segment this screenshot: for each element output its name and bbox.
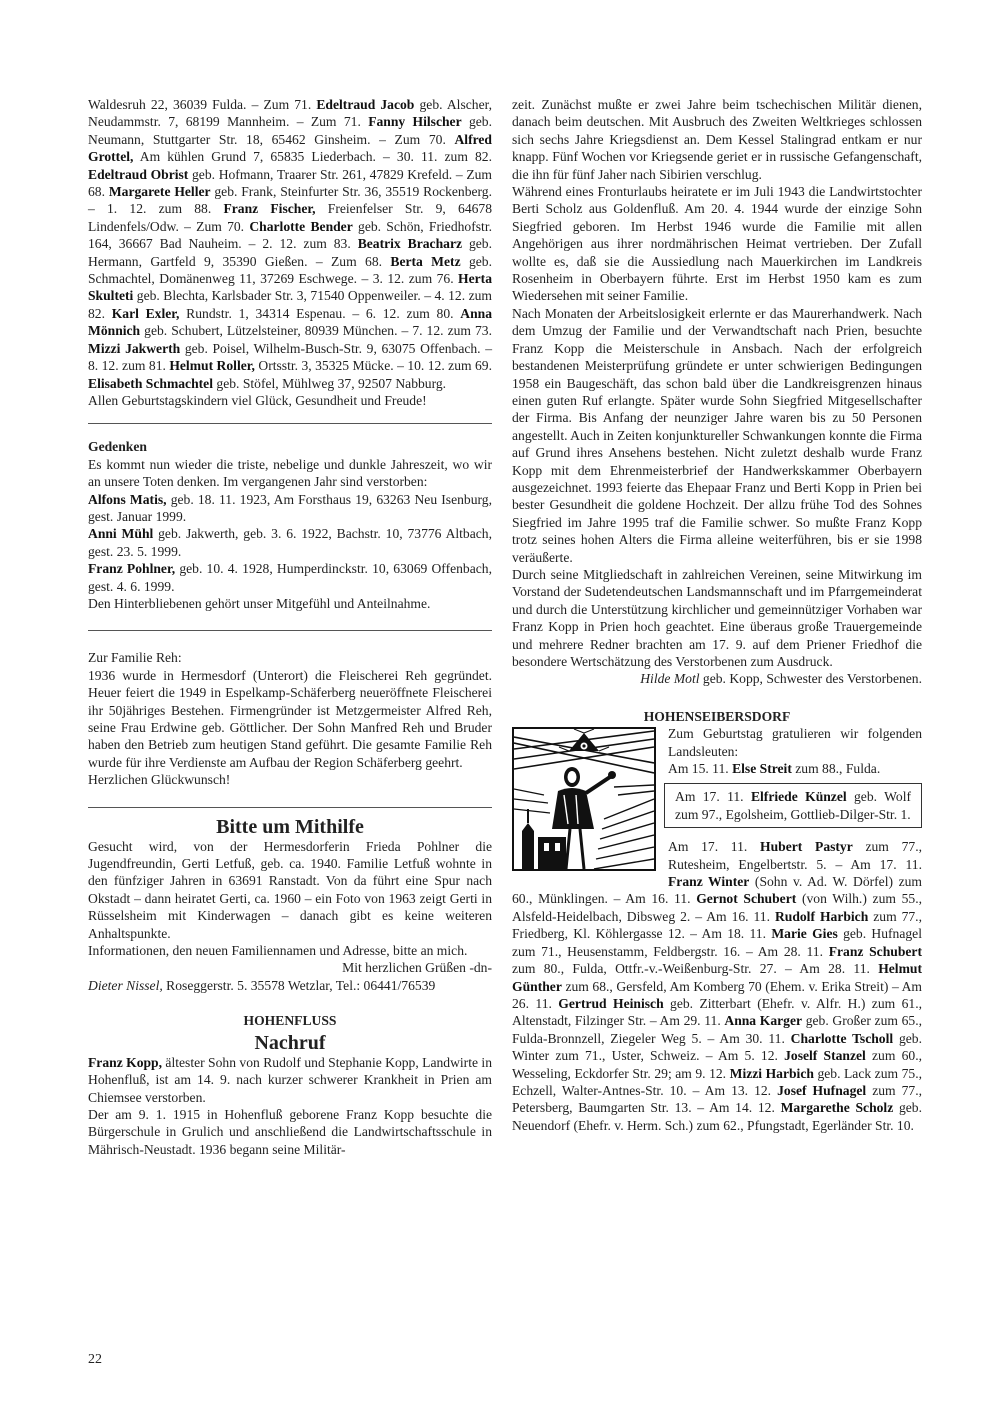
entry-text: geb. Schön, Friedhofstr. 164, 36667 Bad Nauheim. – 2. 12. zum 83. (88, 218, 492, 252)
person-name: Charlotte Tscholl (790, 1030, 894, 1046)
person-name: Mizzi Harbich (729, 1065, 814, 1081)
entry-text: zum 68., Gersfeld, Am Komberg 70 (Ehem. v. Erika Streit) – Am 26. 11. (512, 978, 922, 1011)
reh-text: 1936 wurde in Hermesdorf (Unterort) die Fleischerei Reh gegründet. Heuer feiert die 1949 in Espelkamp-Schäferberg neueröffnete Fleischerei ihr 50jähriges Bestehen. Firmengründer ist Metzgermeister Alfred Reh, seine Frau Erdwine geb. Göttlicher. Der Sohn Manfred Reh und Bruder haben den Betrieb zum heutigen Stand geführt. Die gesamte Familie Reh wurde für ihre Verdienste am Aufbau der Region Schäferberg geehrt. (88, 667, 492, 770)
entry-text: geb. Schubert, Lützelsteiner, 80939 München. – 7. 12. zum 73. (140, 323, 492, 339)
highlighted-birthday (675, 788, 911, 823)
entry-text: geb. Frank, Steinfurter Str. 36, 35519 Rockenberg. – 1. 12. zum 88. (88, 184, 493, 217)
signature-name: Hilde Motl (640, 671, 700, 687)
nachruf-signature (512, 670, 922, 687)
entry-text: geb. Lack zum 75., Echzell, Walter-Antnes-Str. 10. – Am 13. 12. (512, 1065, 922, 1098)
nachruf-cont-1: zeit. Zunächst mußte er zwei Jahre beim tschechischen Militär dienen, danach beim deutschen. Mit Ausbruch des Zweiten Weltkrieges schlossen sich sechs Jahre Kriegsdienst an. Dem Kessel Stalingrad entkam er nur knapp. Fünf Wochen vor Kriegsende geriet er in russische Gefangenschaft, die ihn für fünf Jaher nach Sibirien verschlug. (512, 97, 922, 182)
nachruf-paragraph-1 (88, 1054, 492, 1106)
hohenfluss-heading: HOHENFLUSS (243, 1013, 337, 1029)
person-name: Fanny Hilscher (368, 114, 462, 130)
woodcut-figure-image (514, 729, 654, 869)
entry-text: geb. Hermann, Gartfeld 9, 35390 Gießen. – Zum 68. (88, 236, 492, 269)
entry-text: geb. Neumann, Stuttgarter Str. 18, 65462 Ginsheim. – Zum 70. (88, 114, 492, 147)
entry-text: geb. Winter zum 71., Uster, Schweiz. – Am 5. 12. (512, 1030, 922, 1064)
deceased-details: geb. 18. 11. 1923, Am Forsthaus 19, 63263 Neu Isenburg, gest. Januar 1999. (88, 491, 492, 524)
person-name: Margarethe Scholz (780, 1100, 894, 1116)
person-name: Hubert Pastyr (760, 839, 853, 855)
hohenseibersdorf-intro: Zum Geburtstag gratulieren wir folgenden Landsleuten: (668, 726, 922, 759)
entry-text: Am kühlen Grund 7, 65835 Liederbach. – 30. 11. zum 82. (133, 149, 492, 165)
left-column (88, 96, 492, 1158)
reh-title: Zur Familie Reh: (88, 650, 182, 666)
person-name: Rudolf Harbich (774, 908, 869, 924)
entry-text: Rundstr. 1, 34314 Espenau. – 6. 12. zum 80. (179, 305, 461, 321)
mithilfe-signer (88, 977, 492, 994)
birthday-closing: Allen Geburtstagskindern viel Glück, Gesundheit und Freude! (88, 392, 427, 408)
birthday-date: Am 15. 11. (668, 761, 733, 777)
person-name: Elisabeth Schmachtel (88, 375, 213, 391)
birthday-details: zum 88., Fulda. (791, 761, 881, 777)
mithilfe-request: Informationen, den neuen Familiennamen und Adresse, bitte an mich. (88, 943, 468, 959)
person-name: Mizzi Jakwerth (88, 340, 181, 356)
gedenken-entry (88, 560, 492, 595)
birthday-list-continued (88, 96, 492, 392)
separator (88, 423, 492, 424)
gedenken-title: Gedenken (88, 439, 147, 455)
person-name: Helmut Günther (512, 961, 922, 994)
birthday-name: Elfriede Künzel (750, 789, 847, 805)
entry-text: geb. Schmachtel, Domänenweg 11, 37269 Eschwege. – 3. 12. zum 76. (88, 253, 492, 287)
person-name: Alfred Grottel, (88, 131, 492, 165)
nachruf-cont-3: Nach Monaten der Arbeitslosigkeit erlernte er das Maurerhandwerk. Nach dem Umzug der Familie und der Verwandtschaft nach Prien, besuchte Franz Kopp die Meisterschule in Ansbach. Nach der erfolgreich bestandenen Meisterprüfung gründete er unter schwierigen Bedingungen 1958 ein Baugeschäft, das schon bald über die Landkreisgrenzen hinaus einen guten Ruf erlangte. Später wurde Sohn Siegfried Mitgesellschafter der Firma. Bis Anfang der neunziger Jahre waren bis zu 50 Personen angestellt. Auch in Zeiten konjunktureller Schwankungen konnte die Firma auf Grund ihres Ansehens bestehen. Nicht zuletzt deshalb wurde Franz Kopp mit dem Ehrenmeisterbrief der Handwerkskammer Oberbayern ausgezeichnet. 1993 feierte das Ehepaar Franz und Berti Kopp in Prien bei bester Gesundheit die goldene Hochzeit. Der allzu frühe Tod des Sohnes Siegfried im Jahre 1995 traf die Familie schwer. So mußte Franz Kopp trotz seines hohen Alters die Firma alleine weiterführen, bis er sie 1998 veräußerte. (512, 305, 922, 565)
person-name: Joself Stanzel (784, 1048, 866, 1064)
entry-text: geb. Neuendorf (Ehefr. v. Herm. Sch.) zum 62., Pfungstadt, Egerländer Str. 10. (512, 1100, 922, 1133)
birthday-details: geb. Wolf zum 97., Egolsheim, Gottlieb-Dilger-Str. 1. (675, 789, 911, 822)
birthday-date: Am 17. 11. (675, 789, 751, 805)
entry-text: Am 17. 11. (668, 839, 761, 855)
mithilfe-greeting: Mit herzlichen Grüßen -dn- (342, 960, 492, 976)
deceased-name: Anni Mühl (88, 526, 154, 542)
entry-text: zum 77., Petersberg, Baumgarten Str. 13. – Am 14. 12. (512, 1082, 923, 1116)
nachruf-cont-2: Während eines Fronturlaubs heiratete er im Juli 1943 die Landwirtstochter Berti Scholz aus Goldenfluß. Am 20. 4. 1944 wurde der einzige Sohn Siegfried geboren. Im Herbst 1946 wurde die Familie mit allen Angehörigen aus ihrer nordmährischen Heimat vertrieben. Der Zufall wollte es, daß sie die Aussiedlung nach Mauerkirchen im Landkreis Rosenheim in Oberbayern führte. Erst im Herbst 1950 kam es zum Wiedersehen mit seiner Familie. (512, 184, 922, 304)
entry-text: Freienfelser Str. 9, 64678 Lindenfels/Odw. – Zum 70. (88, 201, 493, 234)
hohenseibersdorf-birthday-list (512, 838, 922, 1134)
deceased-details: geb. 10. 4. 1928, Humperdinckstr. 10, 63069 Offenbach, gest. 4. 6. 1999. (88, 561, 492, 594)
entry-text: (von Wilh.) zum 55., Alsfeld-Heidelbach, Dibsweg 2. – Am 16. 11. (512, 891, 922, 924)
entry-text: geb. Poisel, Wilhelm-Busch-Str. 9, 63075 Offenbach. – 8. 12. zum 81. (88, 340, 492, 374)
woodcut-illustration (512, 727, 656, 871)
person-name: Josef Hufnagel (777, 1082, 867, 1098)
mithilfe-text: Gesucht wird, von der Hermesdorferin Frieda Pohlner die Jugendfreundin, Gerti Letfuß, geb. ca. 1940. Familie Letfuß wohnte in den fünfziger Jahren in 63691 Ranstadt. Von da führt eine Spur nach Okstadt – dann heiratet Gerti, ca. 1960 – ein Foto von 1963 zeigt Gerti in Rüsselsheim mit Kinderwagen – danach gibt es keine weiteren Anhaltspunkte. (88, 838, 492, 941)
signature-role: geb. Kopp, Schwester des Verstorbenen. (699, 671, 922, 687)
person-name: Franz Winter (668, 874, 750, 890)
gedenken-intro: Es kommt nun wieder die triste, nebelige und dunkle Jahreszeit, wo wir an unsere Toten denken. Im vergangenen Jahr sind verstorben: (88, 456, 492, 490)
gedenken-entry (88, 491, 492, 526)
signer-address: Roseggerstr. 5. 35578 Wetzlar, Tel.: 06441/76539 (162, 977, 436, 993)
nachruf-paragraph-2: Der am 9. 1. 1915 in Hohenfluß geborene Franz Kopp besuchte die Bürgerschule in Grulich und anschließend die Landwirtschaftsschule in Mährisch-Neustadt. 1936 begann seine Militär- (88, 1106, 492, 1157)
person-name: Margarete Heller (108, 184, 211, 200)
page-number: 22 (88, 1352, 102, 1367)
entry-text: zum 80., Fulda, Ottfr.-v.-Weißenburg-Str. 27. – Am 28. 11. (512, 961, 879, 977)
entry-text: geb. Alscher, Neudammstr. 7, 68199 Mannheim. – Zum 71. (88, 97, 492, 130)
person-name: Karl Exler, (111, 305, 180, 321)
nachruf-text: ältester Sohn von Rudolf und Stephanie Kopp, Landwirte in Hohenfluß, ist am 14. 9. nach kurzer schwerer Krankheit in Prien am Chiemsee verstorben. (88, 1054, 492, 1105)
signer-name: Dieter Nissel, (88, 977, 163, 993)
reh-section (88, 649, 492, 788)
hohenfluss-section (88, 1012, 492, 1158)
person-name: Gertrud Heinisch (558, 995, 664, 1011)
entry-text: geb. Stöfel, Mühlweg 37, 92507 Nabburg. (213, 375, 447, 391)
hohenseibersdorf-section (512, 708, 922, 1134)
person-name: Edeltraud Jacob (316, 97, 415, 112)
entry-text: zum 77., Rutesheim, Engelbertstr. 5. – Am 17. 11. (668, 839, 922, 872)
entry-text: Ortsstr. 3, 35325 Mücke. – 10. 12. zum 69. (254, 358, 493, 374)
entry-text: geb. Großer zum 65., Fulda-Bronnzell, Ziegeler Weg 5. – Am 30. 11. (512, 1013, 922, 1046)
reh-closing: Herzlichen Glückwunsch! (88, 772, 231, 788)
gedenken-closing: Den Hinterbliebenen gehört unser Mitgefühl und Anteilnahme. (88, 595, 431, 611)
entry-text: geb. Hufnagel zum 71., Heusenstamm, Feldbergstr. 16. – Am 28. 11. (512, 926, 922, 959)
entry-text: geb. Hofmann, Traarer Str. 261, 47829 Krefeld. – Zum 68. (88, 166, 492, 200)
separator (88, 630, 492, 631)
gedenken-section (88, 438, 492, 612)
person-name: Marie Gies (771, 926, 838, 942)
entry-text: (Sohn v. Ad. W. Dörfel) zum 60., Münklingen. – Am 16. 11. (512, 874, 922, 907)
entry-text: geb. Zitterbart (Ehefr. v. Alfr. H.) zum 61., Altenstadt, Filzinger Str. – Am 29. 11. (512, 995, 922, 1029)
person-name: Helmut Roller, (169, 358, 255, 374)
person-name: Anna Mönnich (88, 305, 492, 339)
person-name: Berta Metz (390, 253, 461, 269)
entry-text: Waldesruh 22, 36039 Fulda. – Zum 71. (88, 97, 317, 112)
separator (88, 807, 492, 808)
entry-text: zum 77., Friedberg, Kl. Köhlergasse 12. – Am 18. 11. (512, 908, 922, 942)
deceased-details: geb. Jakwerth, geb. 3. 6. 1922, Bachstr. 10, 73776 Altbach, gest. 23. 5. 1999. (88, 526, 492, 559)
mithilfe-title: Bitte um Mithilfe (216, 815, 364, 838)
right-column (512, 96, 922, 1134)
hohenseibersdorf-heading: HOHENSEIBERSDORF (643, 708, 791, 724)
person-name: Edeltraud Obrist (88, 166, 189, 182)
person-name: Franz Schubert (828, 943, 922, 959)
person-name: Gernot Schubert (696, 891, 797, 907)
birthday-name: Else Streit (732, 761, 792, 777)
person-name: Beatrix Bracharz (357, 236, 463, 252)
mithilfe-section (88, 816, 492, 995)
person-name: Anna Karger (724, 1013, 803, 1029)
person-name: Herta Skulteti (88, 271, 492, 304)
gedenken-entry (88, 525, 492, 560)
highlighted-birthday-box (664, 783, 922, 828)
nachruf-cont-4: Durch seine Mitgliedschaft in zahlreichen Vereinen, seine Mitwirkung im Vorstand der Sudetendeutschen Landsmannschaft und im Pfarrgemeinderat und durch die Unterstützung kirchlicher und gemeinnütziger Vorhaben war Franz Kopp in Prien hoch geachtet. Eine überaus große Trauergemeinde und mehrere Redner brachten am 17. 9. auf dem Priener Friedhof die besondere Wertschätzung des Verstorbenen zum Ausdruck. (512, 566, 922, 669)
deceased-name: Franz Kopp, (88, 1054, 163, 1070)
nachruf-title: Nachruf (254, 1031, 326, 1054)
deceased-name: Alfons Matis, (88, 491, 167, 507)
deceased-name: Franz Pohlner, (88, 561, 176, 577)
entry-text: geb. Blechta, Karlsbader Str. 3, 71540 Oppenweiler. – 4. 12. zum 82. (88, 288, 492, 321)
person-name: Franz Fischer, (223, 201, 316, 217)
person-name: Charlotte Bender (249, 218, 353, 234)
entry-text: zum 60., Wesseling, Eckdorfer Str. 29; am 9. 12. (512, 1048, 922, 1081)
